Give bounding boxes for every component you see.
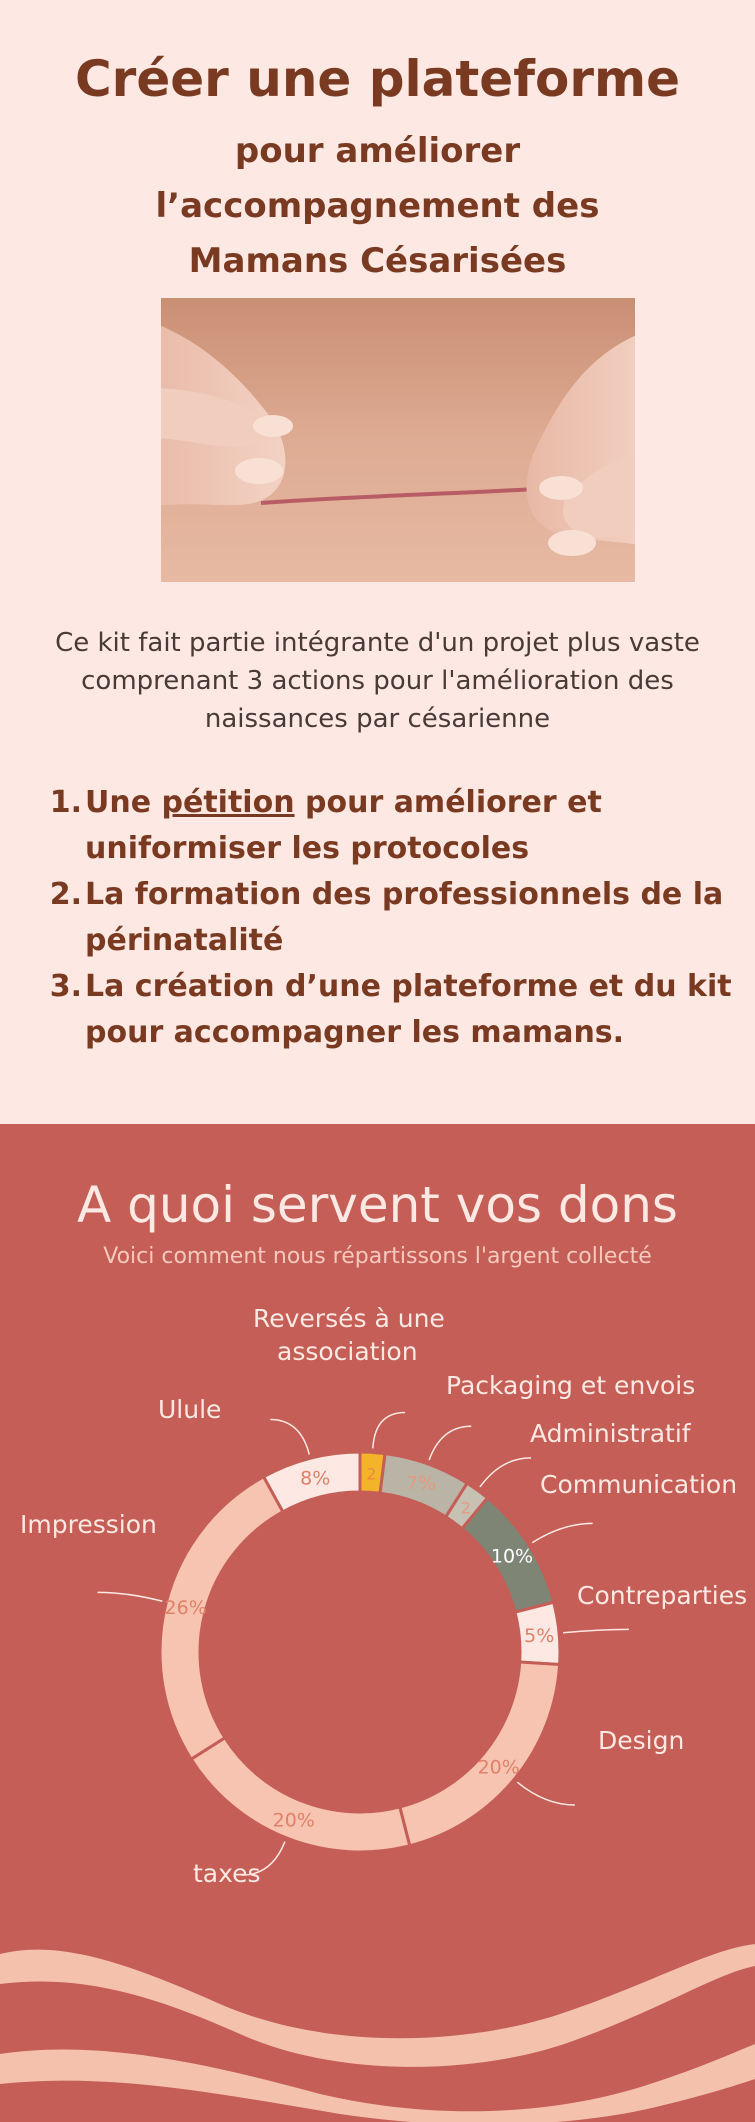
donut-value-label: 8% (300, 1467, 331, 1490)
belly-scar-photo (161, 298, 635, 582)
callout-label: Communication (540, 1470, 738, 1499)
callout-label: Administratif (530, 1419, 691, 1448)
callout-label: Design (598, 1726, 685, 1755)
callout-leader-line (373, 1412, 405, 1448)
page-subtitle (0, 124, 755, 289)
donut-value-label: 2 (460, 1498, 471, 1518)
action-item (30, 964, 740, 1056)
donut-value-label: 20% (272, 1809, 315, 1832)
belly-scar-image (161, 298, 635, 582)
action-item (30, 780, 740, 872)
donations-subtitle: Voici comment nous répartissons l'argent collecté (103, 1244, 652, 1269)
callout-leader-line (563, 1629, 629, 1632)
donut-value-label: 10% (490, 1545, 534, 1568)
callout-leader-line (532, 1523, 592, 1542)
actions-list (30, 780, 740, 1056)
subtitle-line: Mamans Césarisées (188, 241, 567, 281)
action-number: 2. (49, 877, 82, 912)
callout-leader-line (429, 1426, 471, 1460)
callout-label: Packaging et envois (446, 1371, 696, 1400)
callout-label: Reversés à une (253, 1304, 445, 1333)
action-text: La formation des professionnels de la périnatalité (85, 877, 724, 958)
donut-value-label: 26% (164, 1597, 207, 1620)
action-text: La création d’une plateforme et du kit pour accompagner les mamans. (85, 969, 732, 1050)
donut-value-label: 20% (477, 1756, 520, 1779)
page-title: Créer une plateforme (74, 50, 680, 108)
action-item (30, 872, 740, 964)
callout-label: association (277, 1337, 418, 1366)
donut-value-label: 7% (405, 1472, 437, 1495)
petition-link[interactable]: pétition (161, 785, 295, 820)
donation-donut-chart (0, 1124, 755, 1944)
decorative-waves (0, 1944, 755, 2122)
callout-label: taxes (193, 1859, 261, 1888)
subtitle-line: pour améliorer (234, 131, 521, 171)
action-number: 3. (49, 969, 82, 1004)
callout-label: Ulule (158, 1395, 222, 1424)
callout-leader-line (480, 1458, 531, 1487)
callout-leader-line (517, 1782, 575, 1805)
donut-value-label: 5% (524, 1625, 555, 1648)
callout-label: Impression (20, 1510, 157, 1539)
subtitle-line: l’accompagnement des (155, 186, 600, 226)
donut-value-label: 2 (366, 1464, 377, 1484)
callout-leader-line (98, 1592, 163, 1601)
action-text: Une (85, 785, 162, 820)
callout-leader-line (270, 1420, 309, 1455)
callout-label: Contreparties (577, 1581, 748, 1610)
donations-section (0, 1124, 755, 2122)
donut-slice-6 (191, 1738, 410, 1852)
action-text: pour améliorer et uniformiser les protocoles (85, 785, 602, 866)
donations-title: A quoi servent vos dons (76, 1176, 678, 1234)
donut-slice-5 (400, 1662, 560, 1846)
action-number: 1. (49, 785, 82, 820)
intro-text: Ce kit fait partie intégrante d'un projet plus vaste comprenant 3 actions pour l'amélioration des naissances par césarienne (55, 628, 700, 734)
